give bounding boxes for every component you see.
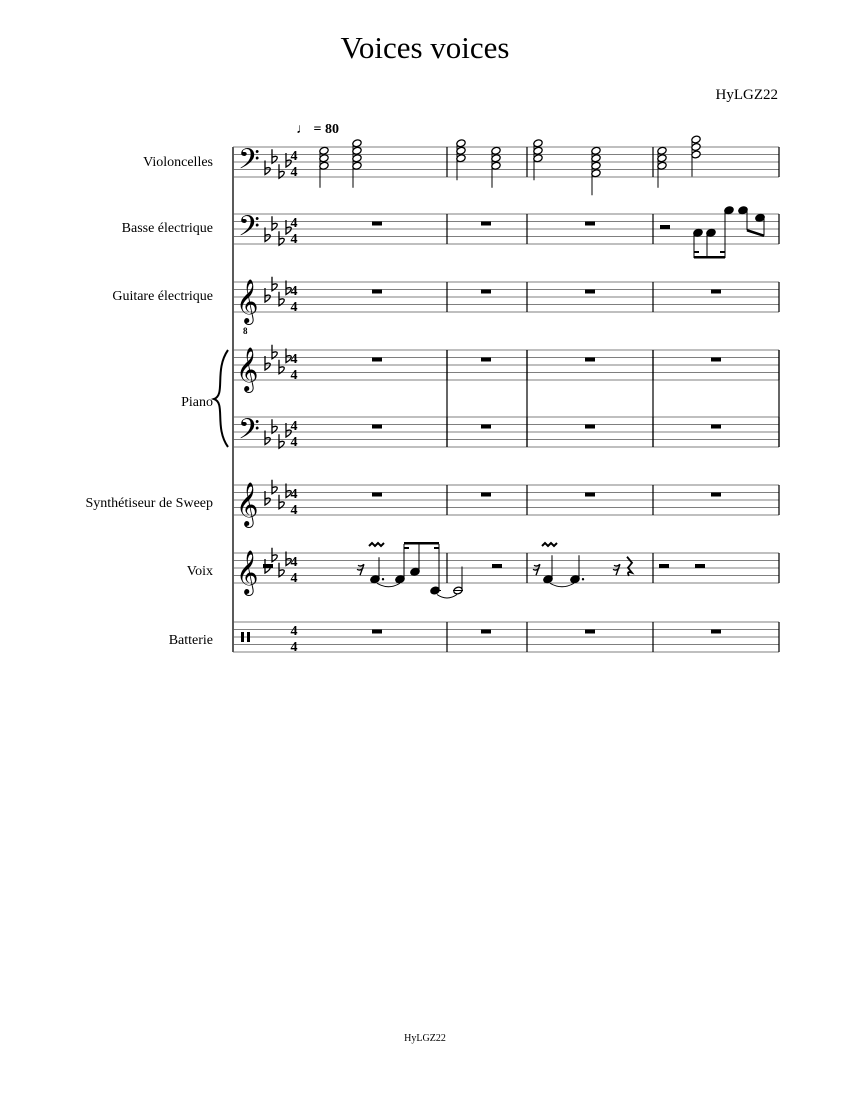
flat-icon (272, 277, 277, 291)
flat-icon (265, 356, 270, 370)
instrument-label-batterie: Batterie (168, 633, 213, 648)
whole-rest (711, 290, 721, 294)
whole-rest (372, 358, 382, 362)
treble-clef-icon: 𝄞 (236, 550, 259, 594)
octave-8-marker: 8 (243, 326, 248, 336)
flat-icon (265, 491, 270, 505)
flat-icon (265, 161, 270, 175)
time-signature-bottom: 4 (290, 503, 298, 518)
flat-icon (279, 164, 284, 178)
whole-rest (711, 358, 721, 362)
note-beam (404, 547, 409, 549)
time-signature-top: 4 (290, 216, 298, 231)
sixteenth-rest (533, 564, 540, 575)
time-signature-bottom: 4 (290, 368, 298, 383)
bass-clef-icon: 𝄢 (238, 210, 260, 250)
time-signature-bottom: 4 (290, 165, 298, 180)
half-rest (695, 564, 705, 568)
half-rest (263, 564, 273, 568)
flat-icon (272, 480, 277, 494)
whole-rest (711, 630, 721, 634)
note-beam (720, 251, 725, 253)
whole-rest (481, 290, 491, 294)
time-signature-bottom: 4 (290, 435, 298, 450)
time-signature-top: 4 (290, 352, 298, 367)
whole-rest (481, 222, 491, 226)
mordent-icon (369, 543, 384, 546)
sixteenth-rest (613, 564, 620, 575)
footer-text: HyLGZ22 (404, 1033, 446, 1044)
piano-brace (214, 350, 228, 447)
flat-icon (265, 288, 270, 302)
flat-icon (279, 434, 284, 448)
score-title: Voices voices (340, 30, 510, 65)
time-signature-bottom: 4 (290, 300, 298, 315)
note-beam (747, 230, 764, 236)
whole-rest (711, 425, 721, 429)
whole-rest (585, 493, 595, 497)
treble-clef-icon: 𝄞 (236, 279, 259, 323)
whole-rest (585, 358, 595, 362)
tie (550, 583, 574, 587)
time-signature-bottom: 4 (290, 571, 298, 586)
flat-icon (272, 149, 277, 163)
tie (377, 583, 400, 587)
instrument-label-voix: Voix (186, 564, 213, 579)
instrument-label-violoncelles: Violoncelles (143, 155, 213, 170)
whole-rest (481, 493, 491, 497)
bass-clef-icon: 𝄢 (238, 143, 260, 183)
note-beam (434, 547, 439, 549)
percussion-clef-icon (247, 632, 250, 642)
whole-rest (372, 290, 382, 294)
flat-icon (279, 563, 284, 577)
half-rest (492, 564, 502, 568)
flat-icon (265, 431, 270, 445)
tempo-marking: ♩ = 80 (296, 122, 339, 137)
note-beam (694, 256, 725, 259)
time-signature-top: 4 (290, 149, 298, 164)
instrument-label-piano: Piano (181, 395, 213, 410)
time-signature-top: 4 (290, 624, 298, 639)
treble-clef-icon: 𝄞 (236, 347, 259, 391)
flat-icon (272, 548, 277, 562)
flat-icon (279, 231, 284, 245)
whole-rest (372, 493, 382, 497)
whole-rest (372, 630, 382, 634)
quarter-rest (627, 557, 632, 576)
tie (437, 595, 457, 599)
note-beam (694, 251, 699, 253)
whole-rest (585, 630, 595, 634)
flat-icon (279, 495, 284, 509)
whole-rest (585, 222, 595, 226)
flat-icon (272, 216, 277, 230)
whole-rest (711, 493, 721, 497)
time-signature-top: 4 (290, 555, 298, 570)
half-rest (660, 225, 670, 229)
instrument-label-guitare: Guitare électrique (112, 289, 213, 304)
flat-icon (272, 345, 277, 359)
flat-icon (279, 292, 284, 306)
time-signature-bottom: 4 (290, 640, 298, 655)
bass-clef-icon: 𝄢 (238, 413, 260, 453)
time-signature-bottom: 4 (290, 232, 298, 247)
time-signature-top: 4 (290, 284, 298, 299)
flat-icon (265, 228, 270, 242)
whole-rest (585, 290, 595, 294)
mordent-icon (542, 543, 557, 546)
time-signature-top: 4 (290, 419, 298, 434)
whole-rest (481, 425, 491, 429)
percussion-clef-icon (241, 632, 244, 642)
instrument-label-basse: Basse électrique (121, 221, 213, 236)
note-dot (382, 578, 384, 580)
time-signature-top: 4 (290, 487, 298, 502)
whole-rest (481, 358, 491, 362)
whole-rest (372, 425, 382, 429)
composer: HyLGZ22 (715, 87, 778, 103)
whole-rest (372, 222, 382, 226)
flat-icon (279, 360, 284, 374)
half-rest (659, 564, 669, 568)
whole-rest (481, 630, 491, 634)
treble-clef-icon: 𝄞 (236, 482, 259, 526)
sixteenth-rest (357, 564, 364, 575)
whole-rest (585, 425, 595, 429)
instrument-label-synth: Synthétiseur de Sweep (85, 496, 213, 511)
flat-icon (272, 419, 277, 433)
note-beam (404, 542, 439, 545)
note-dot (582, 578, 584, 580)
